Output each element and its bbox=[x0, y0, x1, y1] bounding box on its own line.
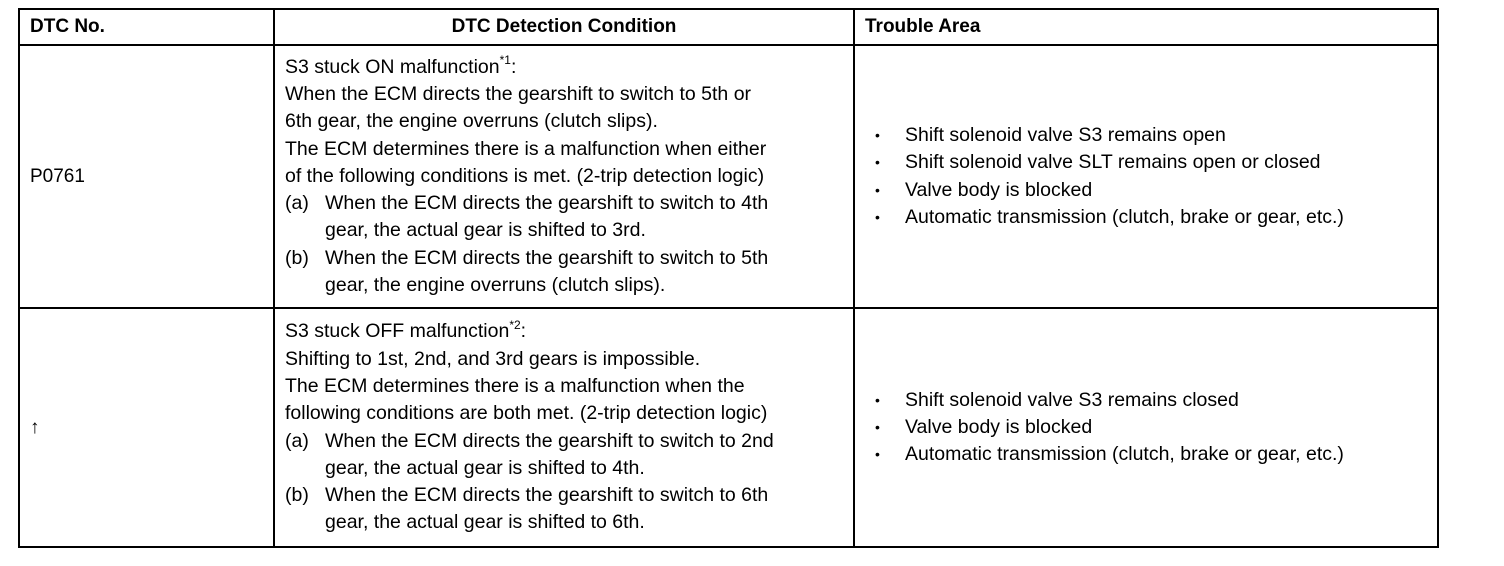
condition-sub-item bbox=[285, 428, 843, 483]
trouble-list bbox=[865, 122, 1427, 231]
bullet-icon: • bbox=[875, 126, 880, 143]
sub-item-line: gear, the engine overruns (clutch slips). bbox=[325, 274, 666, 297]
sub-item-line: When the ECM directs the gearshift to switch to 4th bbox=[325, 192, 769, 215]
sub-item-line: When the ECM directs the gearshift to switch to 5th bbox=[325, 246, 769, 269]
list-item: • Shift solenoid valve S3 remains open bbox=[865, 122, 1427, 149]
footnote-marker: *1 bbox=[499, 53, 511, 68]
condition-line: following conditions are both met. (2-trip detection logic) bbox=[285, 402, 768, 425]
condition-line: 6th gear, the engine overruns (clutch slips). bbox=[285, 110, 658, 133]
bullet-icon: • bbox=[875, 181, 880, 198]
sub-item-label: (a) bbox=[285, 192, 309, 215]
condition-line: When the ECM directs the gearshift to switch to 5th or bbox=[285, 82, 752, 105]
detection-condition bbox=[274, 45, 854, 308]
table-row bbox=[19, 308, 1438, 547]
list-item: • Automatic transmission (clutch, brake or gear, etc.) bbox=[865, 441, 1427, 468]
condition-title: S3 stuck OFF malfunction$^{*2}$: bbox=[285, 317, 527, 343]
condition-line: The ECM determines there is a malfunction when either bbox=[285, 137, 767, 160]
header-detection-condition: DTC Detection Condition bbox=[274, 9, 854, 45]
sub-item-line: gear, the actual gear is shifted to 3rd. bbox=[325, 219, 646, 242]
bullet-icon: • bbox=[875, 391, 880, 408]
condition-line: of the following conditions is met. (2-trip detection logic) bbox=[285, 164, 765, 187]
list-item: • Valve body is blocked bbox=[865, 177, 1427, 204]
list-item: • Shift solenoid valve SLT remains open or closed bbox=[865, 149, 1427, 176]
sub-item-label: (a) bbox=[285, 429, 309, 452]
list-item: • Automatic transmission (clutch, brake or gear, etc.) bbox=[865, 204, 1427, 231]
list-item: • Shift solenoid valve S3 remains closed bbox=[865, 387, 1427, 414]
sub-item-line: When the ECM directs the gearshift to switch to 2nd bbox=[325, 429, 774, 452]
dtc-code: ↑ bbox=[19, 308, 274, 547]
condition-sub-item bbox=[285, 482, 843, 537]
dtc-code: P0761 bbox=[19, 45, 274, 308]
header-row bbox=[19, 9, 1438, 45]
detection-condition bbox=[274, 308, 854, 547]
footnote-marker: *2 bbox=[509, 317, 521, 332]
sub-item-label: (b) bbox=[285, 246, 309, 269]
dtc-table bbox=[18, 8, 1439, 548]
sub-item-line: When the ECM directs the gearshift to switch to 6th bbox=[325, 484, 769, 507]
sub-item-line: gear, the actual gear is shifted to 6th. bbox=[325, 511, 645, 534]
bullet-icon: • bbox=[875, 208, 880, 225]
bullet-icon: • bbox=[875, 154, 880, 171]
list-item: • Valve body is blocked bbox=[865, 414, 1427, 441]
trouble-list bbox=[865, 387, 1427, 469]
condition-sub-item bbox=[285, 190, 843, 245]
trouble-area bbox=[854, 45, 1438, 308]
condition-line: Shifting to 1st, 2nd, and 3rd gears is impossible. bbox=[285, 347, 701, 370]
bullet-icon: • bbox=[875, 418, 880, 435]
condition-sub-item bbox=[285, 245, 843, 300]
sub-item-label: (b) bbox=[285, 484, 309, 507]
condition-line: The ECM determines there is a malfunction when the bbox=[285, 374, 745, 397]
header-dtc-no: DTC No. bbox=[19, 9, 274, 45]
sub-item-line: gear, the actual gear is shifted to 4th. bbox=[325, 456, 645, 479]
table-row bbox=[19, 45, 1438, 308]
header-trouble-area: Trouble Area bbox=[854, 9, 1438, 45]
trouble-area bbox=[854, 308, 1438, 547]
bullet-icon: • bbox=[875, 446, 880, 463]
condition-title: S3 stuck ON malfunction$^{*1}$: bbox=[285, 53, 517, 78]
